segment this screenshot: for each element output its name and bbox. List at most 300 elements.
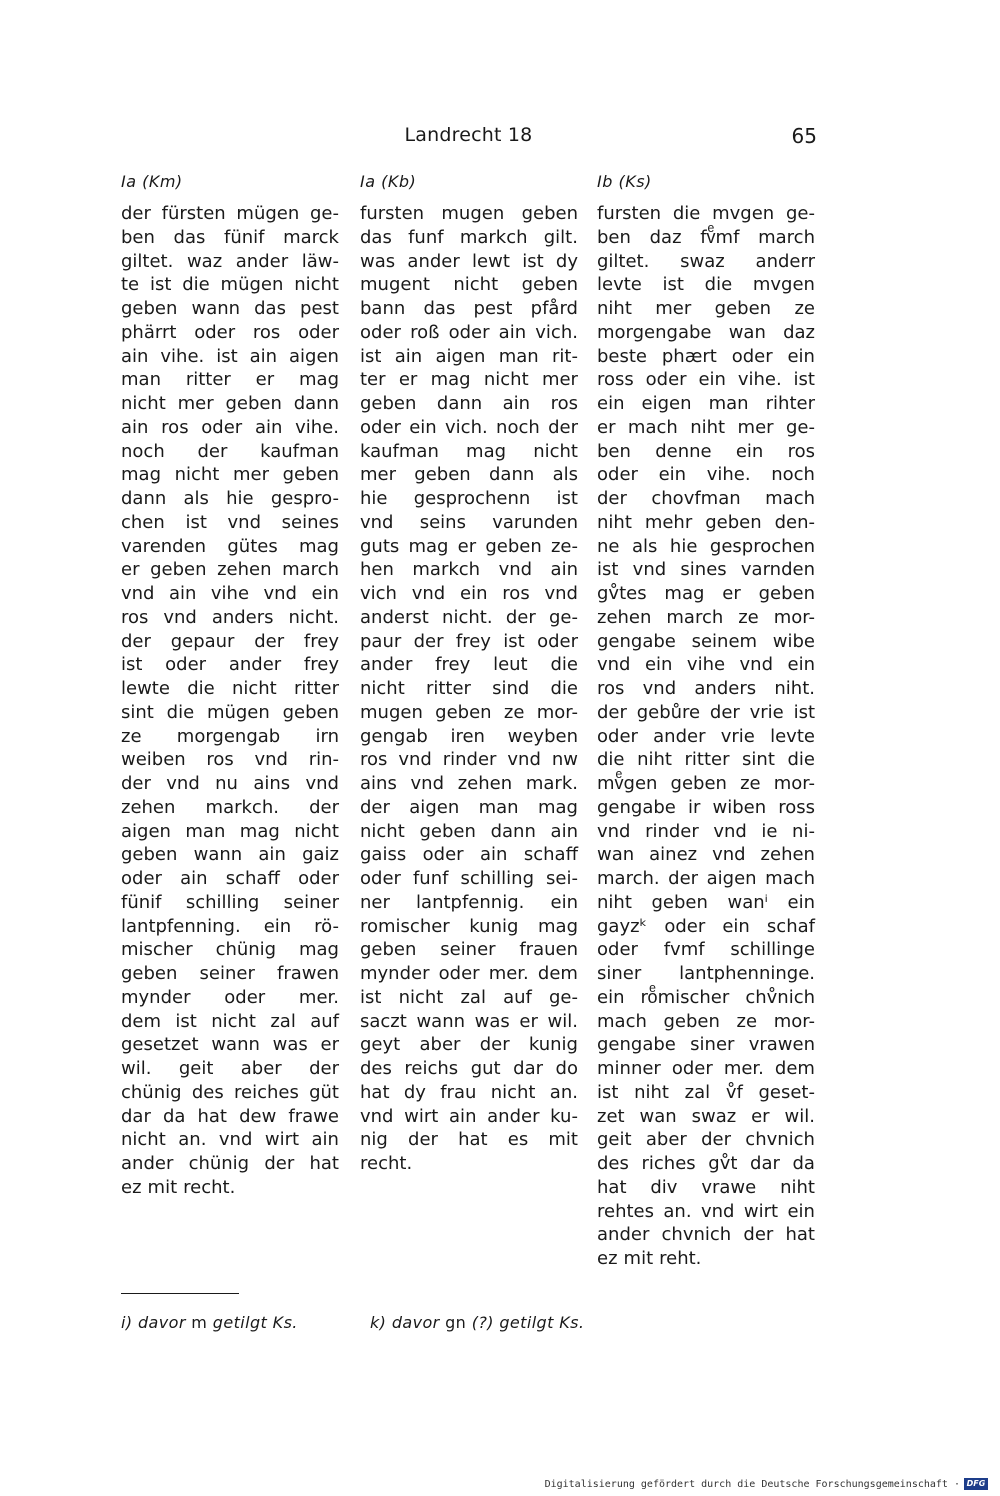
word: waz <box>186 250 223 272</box>
word: ander <box>407 250 460 272</box>
text-line <box>121 1057 339 1081</box>
word: oder <box>645 369 687 391</box>
text-line <box>360 986 578 1010</box>
word: vnd <box>632 559 667 581</box>
word: weiben <box>121 749 186 771</box>
word: der <box>597 488 627 509</box>
word: vnd <box>410 773 445 794</box>
footnote-plain: m <box>191 1313 208 1332</box>
word: der <box>668 868 699 889</box>
text-line <box>360 440 578 464</box>
text-line <box>597 202 815 226</box>
word: hat <box>197 1105 227 1127</box>
word: ne <box>597 535 620 557</box>
word: geit <box>597 1129 632 1151</box>
footnote-i <box>121 1313 298 1332</box>
word: ein <box>263 915 292 937</box>
text-line <box>597 250 815 274</box>
word: ist <box>793 369 815 391</box>
text-line <box>121 368 339 392</box>
word: rinder <box>442 749 497 771</box>
word: ner <box>360 891 390 913</box>
text-line <box>121 772 339 796</box>
word: oder <box>597 464 638 486</box>
word: roß <box>410 321 440 343</box>
word: nicht <box>174 464 220 486</box>
word: pest <box>473 298 513 319</box>
word: mag <box>299 369 339 391</box>
word: der <box>254 630 285 652</box>
word: vnd <box>544 583 578 604</box>
word: das <box>173 226 206 248</box>
text-line <box>360 250 578 274</box>
word: mor- <box>773 606 815 628</box>
word: funf <box>408 226 444 248</box>
word: auf <box>310 1010 339 1032</box>
word: mischer <box>121 939 193 961</box>
word: dem <box>774 1058 815 1079</box>
word: gengab <box>360 725 428 747</box>
word: ain <box>249 345 278 367</box>
word: frey <box>303 630 339 652</box>
word: oder <box>671 1058 713 1079</box>
word: gv̊tes <box>597 583 647 604</box>
word: vrie <box>749 701 784 723</box>
word: ros <box>787 440 815 462</box>
word: hie <box>669 535 698 557</box>
word: ez <box>597 1248 618 1269</box>
word: läw- <box>301 250 339 272</box>
word: vihe. <box>706 464 751 486</box>
word: do <box>555 1058 578 1079</box>
word: guts <box>360 535 400 557</box>
word: mugent <box>360 274 430 296</box>
word: rinder <box>645 820 699 842</box>
word: niht <box>597 298 632 319</box>
word: die <box>182 274 210 296</box>
text-line <box>360 226 578 250</box>
word: nicht <box>490 1081 536 1103</box>
word: den- <box>774 511 815 533</box>
word: mor- <box>536 701 578 723</box>
word: march. <box>597 868 660 889</box>
word: aber <box>240 1058 282 1079</box>
word: giltet. <box>597 250 650 272</box>
word: ander <box>235 250 289 272</box>
word: sint <box>742 749 775 771</box>
word: ain <box>168 583 197 604</box>
text-line <box>121 511 339 535</box>
word: dann <box>121 488 167 509</box>
word: mit <box>623 1248 654 1269</box>
word: kunig <box>469 915 519 937</box>
word: rin- <box>308 749 339 771</box>
word: oder <box>597 725 638 747</box>
word: zehen <box>121 796 176 818</box>
text-line <box>597 558 815 582</box>
word: der <box>121 773 151 794</box>
word: gepaur <box>170 630 235 652</box>
word: nicht <box>453 274 499 296</box>
word: geben <box>714 298 772 319</box>
word: des <box>191 1081 224 1103</box>
word: varunden <box>492 511 578 533</box>
word: die <box>550 678 578 699</box>
word: vnd <box>700 1200 735 1222</box>
word: funf <box>412 868 449 889</box>
word: swaz <box>691 1105 737 1127</box>
word: anderst <box>360 606 429 628</box>
word: nicht. <box>442 606 493 628</box>
column-ks <box>597 172 815 1271</box>
text-line <box>597 962 815 986</box>
word: phært <box>661 345 717 367</box>
word: ross <box>778 796 815 818</box>
word: wirt <box>264 1129 300 1151</box>
word: mach <box>765 488 815 509</box>
word: ander <box>121 1153 174 1174</box>
word: anderr <box>755 250 815 272</box>
word: mer <box>737 416 774 438</box>
word: saczt <box>360 1010 407 1032</box>
word: oder <box>664 915 706 937</box>
text-line <box>597 440 815 464</box>
text-line <box>597 463 815 487</box>
word: man <box>185 820 226 842</box>
text-line <box>121 226 339 250</box>
column-km <box>121 172 339 1200</box>
word: der <box>121 203 151 224</box>
word: march <box>282 559 339 581</box>
word: dem <box>121 1010 162 1032</box>
word: gilt. <box>543 226 578 248</box>
word: vnd <box>263 583 297 604</box>
word: ainez <box>649 844 698 866</box>
word: ge- <box>548 606 578 628</box>
word: das <box>423 298 456 319</box>
word: nig <box>360 1129 388 1151</box>
word: dem <box>537 963 578 984</box>
word: oder <box>201 416 243 438</box>
column-text <box>121 202 339 1200</box>
word: aigen <box>706 868 757 889</box>
word: geben <box>485 535 542 557</box>
word: mor- <box>773 1010 815 1032</box>
column-heading: Ib (Ks) <box>597 172 652 191</box>
word: vnd <box>498 559 533 581</box>
word: mer <box>360 464 397 486</box>
word: minner <box>597 1058 661 1079</box>
word: sines <box>680 559 727 581</box>
word: nicht <box>360 678 405 699</box>
word: mach <box>765 868 815 889</box>
word: mag <box>537 796 578 818</box>
text-line <box>597 606 815 630</box>
word: man <box>498 345 539 367</box>
word: dar <box>513 1058 544 1079</box>
word: mor- <box>773 773 815 794</box>
footnote-marker: k) <box>370 1313 387 1332</box>
text-line <box>121 463 339 487</box>
word: hat <box>309 1153 339 1174</box>
text-line <box>121 321 339 345</box>
word: mag <box>298 939 339 961</box>
column-heading: Ia (Km) <box>121 172 183 191</box>
text-line <box>360 677 578 701</box>
word: wan <box>639 1105 677 1127</box>
word: fursten <box>597 203 662 224</box>
word: lantpfennig. <box>416 891 525 913</box>
text-line <box>121 1081 339 1105</box>
text-line <box>121 677 339 701</box>
text-line <box>121 701 339 725</box>
word: ain <box>502 393 531 414</box>
word: zehen <box>457 773 513 794</box>
word: mag <box>466 440 507 462</box>
word: dar <box>121 1105 151 1127</box>
word: aber <box>419 1034 461 1056</box>
word: ze <box>121 725 142 747</box>
word: geben <box>521 203 578 224</box>
text-line <box>121 1152 339 1176</box>
word: ist <box>662 274 684 296</box>
word: kaufman <box>360 440 439 462</box>
word: eigen <box>641 393 692 414</box>
text-line <box>360 273 578 297</box>
word: geben <box>121 298 178 319</box>
word: hat <box>785 1224 815 1246</box>
text-line <box>597 321 815 345</box>
word: ein <box>787 891 815 913</box>
word: geben <box>663 1010 720 1032</box>
text-line <box>597 1057 815 1081</box>
word: mugen <box>441 203 505 224</box>
footnote-post: (?) getilgt Ks. <box>471 1313 585 1332</box>
word: die <box>704 274 733 296</box>
word: wan <box>728 321 766 343</box>
word: ross <box>597 369 634 391</box>
word: markch. <box>205 796 279 818</box>
word: geben <box>414 464 471 486</box>
word: gaiss <box>360 844 407 866</box>
word: das <box>360 226 392 248</box>
word: reht. <box>659 1248 702 1269</box>
word: frey <box>435 654 471 676</box>
word: ni- <box>792 820 815 842</box>
word: nicht <box>121 1129 166 1151</box>
text-line <box>121 345 339 369</box>
word: ben <box>121 226 155 248</box>
word: paur <box>360 630 402 652</box>
word: beste <box>597 345 648 367</box>
word: mag <box>298 535 339 557</box>
word: nicht <box>398 986 444 1008</box>
word: daz <box>649 226 682 248</box>
word: oder <box>438 963 480 984</box>
running-title: Landrecht 18 <box>404 124 533 146</box>
text-line <box>121 748 339 772</box>
word: siner <box>690 1034 735 1056</box>
text-line <box>121 1010 339 1034</box>
word: ge- <box>786 203 815 224</box>
word: chünig <box>121 1081 182 1103</box>
word: des <box>597 1153 629 1174</box>
word: rehtes <box>597 1200 654 1222</box>
word: niht <box>637 749 672 771</box>
word: dann <box>490 820 536 842</box>
word: geben <box>150 559 207 581</box>
word: ander <box>653 725 706 747</box>
word: mugen <box>360 701 423 723</box>
word: ain <box>121 416 149 438</box>
word: vrawe <box>701 1176 757 1198</box>
word: ein <box>597 986 625 1008</box>
text-line <box>121 1128 339 1152</box>
text-line <box>597 226 815 250</box>
word: ros <box>161 416 189 438</box>
word: sei- <box>546 868 578 889</box>
word: te <box>121 274 140 296</box>
page-number: 65 <box>791 124 817 148</box>
text-line <box>121 986 339 1010</box>
word: lantphenninge. <box>679 963 815 984</box>
word: nicht <box>294 274 339 296</box>
word: seiner <box>283 891 339 913</box>
text-line <box>597 416 815 440</box>
word: oder <box>597 939 638 961</box>
word: ist <box>175 1010 197 1032</box>
word: hat <box>458 1129 488 1151</box>
text-line <box>360 796 578 820</box>
word: mvgen <box>712 203 775 224</box>
text-line <box>121 535 339 559</box>
word: er <box>597 416 616 438</box>
text-line <box>597 1223 815 1247</box>
word: mvgen <box>752 274 815 296</box>
text-line <box>597 986 815 1010</box>
word: anders <box>694 678 757 699</box>
word: der <box>360 796 390 818</box>
word: wil. <box>784 1105 815 1127</box>
text-line <box>597 273 815 297</box>
word: ist <box>597 1081 619 1103</box>
word: vnd <box>597 654 631 676</box>
word: geben <box>758 583 815 604</box>
word: er <box>722 583 741 604</box>
word: fünif <box>223 226 265 248</box>
text-line <box>360 535 578 559</box>
word: varnden <box>740 559 815 581</box>
word: ros <box>206 749 234 771</box>
word: mer. <box>488 963 529 984</box>
word: ze <box>738 606 759 628</box>
word: ains <box>360 773 397 794</box>
word: recht. <box>183 1176 236 1198</box>
word: nicht <box>121 393 166 414</box>
word: was <box>272 1034 308 1056</box>
text-line <box>360 321 578 345</box>
word: mvͤgen <box>597 773 658 794</box>
word: gesetzet <box>121 1034 199 1056</box>
word: swaz <box>680 250 725 272</box>
word: dann <box>436 393 483 414</box>
word: frey <box>455 630 491 652</box>
word: ros <box>121 606 149 628</box>
word: noch <box>771 464 815 486</box>
word: gengabe <box>597 1034 676 1056</box>
word: der <box>597 701 627 723</box>
word: ain <box>550 820 578 842</box>
word: kaufman <box>260 440 339 462</box>
word: ein <box>644 654 673 676</box>
word: vnd <box>360 511 394 533</box>
word: aber <box>645 1129 687 1151</box>
word: chen <box>121 511 165 533</box>
text-line <box>597 796 815 820</box>
word: markch <box>459 226 528 248</box>
word: der <box>548 416 578 438</box>
word: niht <box>597 511 632 533</box>
word: ros <box>597 678 625 699</box>
word: nicht <box>294 820 339 842</box>
text-line <box>597 701 815 725</box>
word: mehr <box>644 511 693 533</box>
word: varenden <box>121 535 207 557</box>
text-line <box>597 915 815 939</box>
word: wann <box>191 298 241 319</box>
text-line <box>597 938 815 962</box>
word: leut <box>493 654 528 676</box>
footnote-rule <box>121 1293 239 1294</box>
word: ein <box>787 1200 815 1222</box>
word: des <box>360 1058 392 1079</box>
word: frauen <box>519 939 578 961</box>
footnote-k <box>370 1313 584 1332</box>
word: ist <box>503 630 525 652</box>
text-line <box>360 463 578 487</box>
text-line <box>597 820 815 844</box>
text-line <box>597 677 815 701</box>
word: der <box>413 630 444 652</box>
word: mach <box>627 416 678 438</box>
word: oder <box>360 321 401 343</box>
text-line <box>121 725 339 749</box>
word: dar <box>750 1153 780 1174</box>
text-line <box>360 1105 578 1129</box>
word: niht <box>634 1081 669 1103</box>
word: marck <box>283 226 339 248</box>
word: die <box>787 749 815 771</box>
word: ain <box>449 1105 477 1127</box>
word: vnd <box>507 749 541 771</box>
word: ander <box>228 654 282 676</box>
word: phärrt <box>121 321 177 343</box>
word: geben <box>419 820 476 842</box>
text-line <box>597 1010 815 1034</box>
word: ain <box>479 844 508 866</box>
word: er <box>519 1010 538 1032</box>
word: morgengabe <box>597 321 712 343</box>
word: geben <box>670 773 727 794</box>
word: recht. <box>360 1153 413 1174</box>
text-line <box>121 273 339 297</box>
word: vrie <box>720 725 755 747</box>
word: gebůre <box>636 701 701 723</box>
word: wann <box>416 1010 466 1032</box>
word: mer <box>177 393 214 414</box>
word: lewte <box>121 678 170 699</box>
word: irn <box>315 725 339 747</box>
